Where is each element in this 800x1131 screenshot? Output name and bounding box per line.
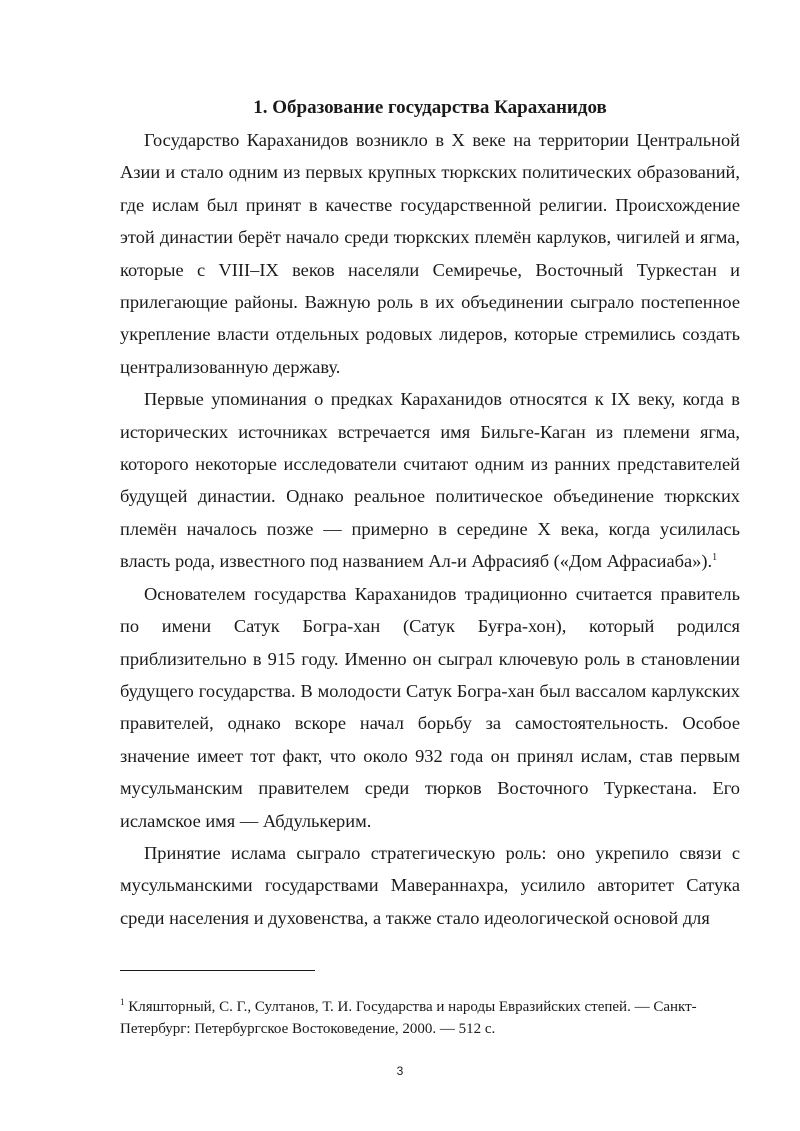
page-number: 3 [396, 1064, 404, 1078]
paragraph-4: Принятие ислама сыграло стратегическую роль: оно укрепило связи с мусульманскими государствами Мавераннахра, усилило авторитет Сатука среди населения и духовенства, а также стало идеологической основой для [120, 842, 740, 928]
section-heading: 1. Образование государства Караханидов [253, 97, 607, 118]
footnote-reference[interactable]: 1 [712, 552, 718, 564]
footnote-separator [120, 970, 315, 971]
footnote [120, 996, 740, 1040]
footnote-text: Кляшторный, С. Г., Султанов, Т. И. Государства и народы Евразийских степей. — Санкт-Петербург: Петербургское Востоковедение, 2000. — 512 с. [120, 999, 697, 1037]
paragraph-2 [120, 383, 740, 577]
footnote-marker: 1 [120, 997, 125, 1007]
paragraph-2-text: Первые упоминания о предках Караханидов относятся к IX веку, когда в исторических источниках встречается имя Бильге-Каган из племени ягма, которого некоторые исследователи считают одним из ранних представителей будущей династии. Однако реальное политическое объединение тюркских племён началось позже — примерно в середине X века, когда усилилась власть рода, известного под названием Ал-и Афрасияб («Дом Афрасиаба»). [120, 389, 740, 572]
paragraph-3: Основателем государства Караханидов традиционно считается правитель по имени Сатук Богра-хан (Сатук Буғра-хон), который родился приблизительно в 915 году. Именно он сыграл ключевую роль в становлении будущего государства. В молодости Сатук Богра-хан был вассалом карлукских правителей, однако вскоре начал борьбу за самостоятельность. Особое значение имеет тот факт, что около 932 года он принял ислам, став первым мусульманским правителем среди тюрков Восточного Туркестана. Его исламское имя — Абдулькерим. [120, 583, 740, 831]
body-text [120, 124, 740, 934]
paragraph-1: Государство Караханидов возникло в X веке на территории Центральной Азии и стало одним из первых крупных тюркских политических образований, где ислам был принят в качестве государственной религии. Происхождение этой династии берёт начало среди тюркских племён карлуков, чигилей и ягма, которые с VIII–IX веков населяли Семиречье, Восточный Туркестан и прилегающие районы. Важную роль в их объединении сыграло постепенное укрепление власти отдельных родовых лидеров, которые стремились создать централизованную державу. [120, 130, 740, 377]
